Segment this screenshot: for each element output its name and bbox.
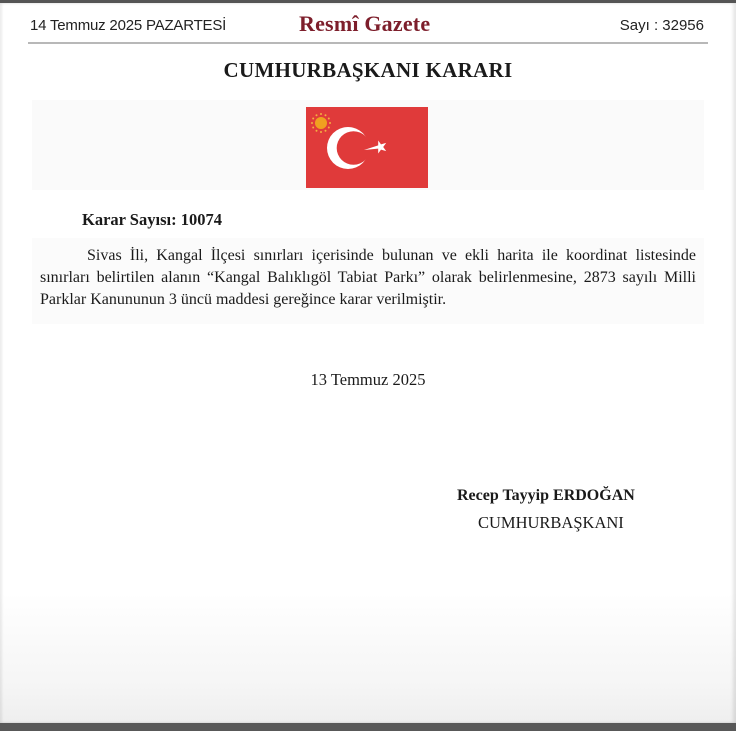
signatory-name: Recep Tayyip ERDOĞAN — [457, 487, 635, 504]
gazette-header — [28, 8, 708, 42]
issue-date: 14 Temmuz 2025 PAZARTESİ — [30, 17, 227, 34]
decision-body-text: Sivas İli, Kangal İlçesi sınırları içerisinde bulunan ve ekli harita ile koordinat listesinde sınırları belirtilen alanın “Kangal Balıklıgöl Tabiat Parkı” olarak belirlenmesine, 2873 sayılı Milli Parklar Kanununun 3 üncü maddesi gereğince karar verilmiştir. — [40, 247, 696, 308]
signatory-block — [430, 487, 690, 533]
signature-date: 13 Temmuz 2025 — [310, 370, 426, 389]
decision-number: Karar Sayısı: 10074 — [82, 210, 222, 229]
masthead-title: Resmî Gazete — [299, 11, 431, 36]
document-title: CUMHURBAŞKANI KARARI — [223, 58, 513, 82]
turkish-presidential-flag-icon — [306, 107, 428, 188]
header-divider — [28, 42, 708, 44]
issue-number: Sayı : 32956 — [619, 17, 704, 34]
window-frame-bottom — [0, 723, 736, 731]
signatory-title: CUMHURBAŞKANI — [478, 513, 624, 532]
